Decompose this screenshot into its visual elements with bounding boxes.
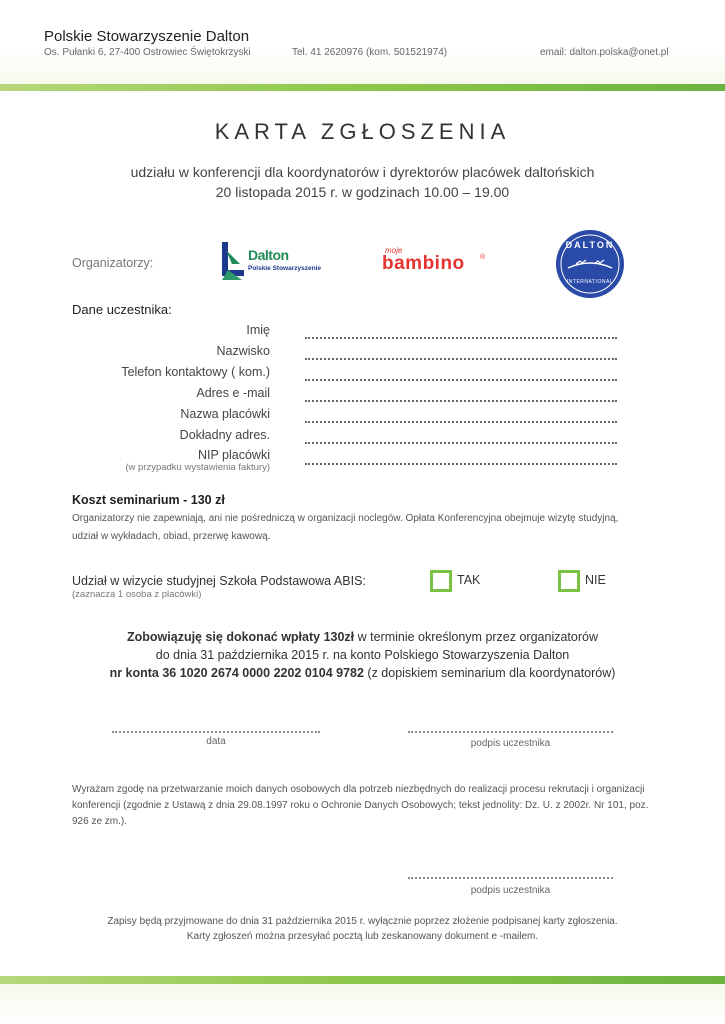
moje-bambino-logo [382, 246, 490, 278]
dalton-logo-icon [218, 240, 248, 282]
data-processing-consent: Wyrażam zgodę na przetwarzanie moich danych osobowych dla potrzeb niezbędnych do realizacji procesu rekrutacji i organizacji konferencji (zgodnie z Ustawą z dnia 29.08.1997 roku o Ochronie Danych Osobowych; tekst jednolity: Dz. U. z 2002r. Nr 101, poz. 926 ze zm.). [72, 784, 649, 827]
dalton-international-top-text: DALTON [565, 240, 615, 250]
payment-line-1 [0, 628, 725, 646]
header-divider [0, 84, 725, 91]
registration-note-line-2: Karty zgłoszeń można przesyłać pocztą lub zeskanowany dokument e -mailem. [186, 931, 539, 942]
participant-heading: Dane uczestnika: [72, 302, 172, 317]
payment-deadline-text: w terminie określonym przez organizatorów [354, 630, 598, 644]
dalton-international-emblem-icon [554, 228, 626, 300]
email-label: Adres e -mail [196, 386, 270, 400]
payment-line-3 [0, 664, 725, 682]
visit-no-label: NIE [585, 573, 606, 587]
moje-bambino-logo-top: moje [385, 246, 403, 255]
cost-description: Organizatorzy nie zapewniają, ani nie pośredniczą w organizacji noclegów. Opłata Konferencyjna obejmuje wizytę studyjną, udział w wykładach, obiad, przerwę kawową. [72, 513, 619, 542]
footer-background [0, 984, 725, 1024]
footer-divider [0, 976, 725, 984]
registered-mark-icon: ® [480, 254, 486, 261]
bank-account-note: (z dopiskiem seminarium dla koordynatorów) [363, 666, 616, 680]
dalton-logo-sub: Polskie Stowarzyszenie [248, 265, 321, 272]
visit-yes-checkbox[interactable] [430, 570, 452, 592]
visit-no-checkbox[interactable] [558, 570, 580, 592]
organization-address: Os. Pułanki 6, 27-400 Ostrowiec Świętokrzyski [44, 47, 251, 58]
bank-account-number: nr konta 36 1020 2674 0000 2202 0104 9782 [109, 666, 364, 680]
dalton-international-bottom-text: INTERNATIONAL [566, 279, 614, 285]
first-name-label: Imię [246, 323, 270, 337]
visit-yes-label: TAK [457, 573, 481, 587]
registration-note [0, 914, 725, 944]
participant-signature-label: podpis uczestnika [470, 738, 551, 749]
cost-heading: Koszt seminarium - 130 zł [72, 493, 225, 507]
last-name-label: Nazwisko [216, 344, 270, 358]
institution-name-field[interactable] [305, 408, 617, 423]
consent-signature-label: podpis uczestnika [470, 885, 551, 896]
dalton-logo [218, 240, 328, 282]
subtitle-line-1: udziału w konferencji dla koordynatorów i dyrektorów placówek daltońskich [130, 164, 595, 180]
phone-label: Telefon kontaktowy ( kom.) [121, 365, 270, 379]
consent-signature-field[interactable] [408, 867, 613, 879]
payment-commitment: Zobowiązuję się dokonać wpłaty 130zł [127, 630, 355, 644]
dalton-logo-main: Dalton [248, 247, 289, 263]
payment-line-2: do dnia 31 października 2015 r. na konto Polskiego Stowarzyszenia Dalton [155, 648, 570, 662]
registration-note-line-1: Zapisy będą przyjmowane do dnia 31 października 2015 r. wyłącznie poprzez złożenie podpisanej karty zgłoszenia. [107, 916, 618, 927]
date-label: data [206, 736, 226, 747]
dalton-international-logo [554, 228, 626, 300]
institution-name-label: Nazwa placówki [180, 407, 270, 421]
page-subtitle [0, 162, 725, 202]
nip-note: (w przypadku wystawienia faktury) [125, 462, 270, 473]
exact-address-label: Dokładny adres. [179, 428, 270, 442]
organization-name: Polskie Stowarzyszenie Dalton [44, 28, 250, 45]
study-visit-note: (zaznacza 1 osoba z placówki) [72, 589, 202, 600]
organizers-label: Organizatorzy: [72, 256, 154, 270]
exact-address-field[interactable] [305, 429, 617, 444]
email-field[interactable] [305, 387, 617, 402]
page-title: KARTA ZGŁOSZENIA [214, 119, 511, 144]
first-name-field[interactable] [305, 324, 617, 339]
organization-phone: Tel. 41 2620976 (kom. 501521974) [292, 47, 448, 58]
nip-field[interactable] [305, 450, 617, 465]
study-visit-label: Udział w wizycie studyjnej Szkoła Podstawowa ABIS: [72, 574, 366, 588]
date-field[interactable] [112, 721, 320, 733]
phone-field[interactable] [305, 366, 617, 381]
participant-signature-field[interactable] [408, 721, 613, 733]
payment-block [0, 628, 725, 682]
moje-bambino-logo-main: bambino [382, 253, 465, 274]
last-name-field[interactable] [305, 345, 617, 360]
nip-label: NIP placówki [197, 448, 270, 462]
organization-email[interactable]: email: dalton.polska@onet.pl [540, 47, 669, 58]
subtitle-line-2: 20 listopada 2015 r. w godzinach 10.00 – 19.00 [215, 184, 510, 200]
